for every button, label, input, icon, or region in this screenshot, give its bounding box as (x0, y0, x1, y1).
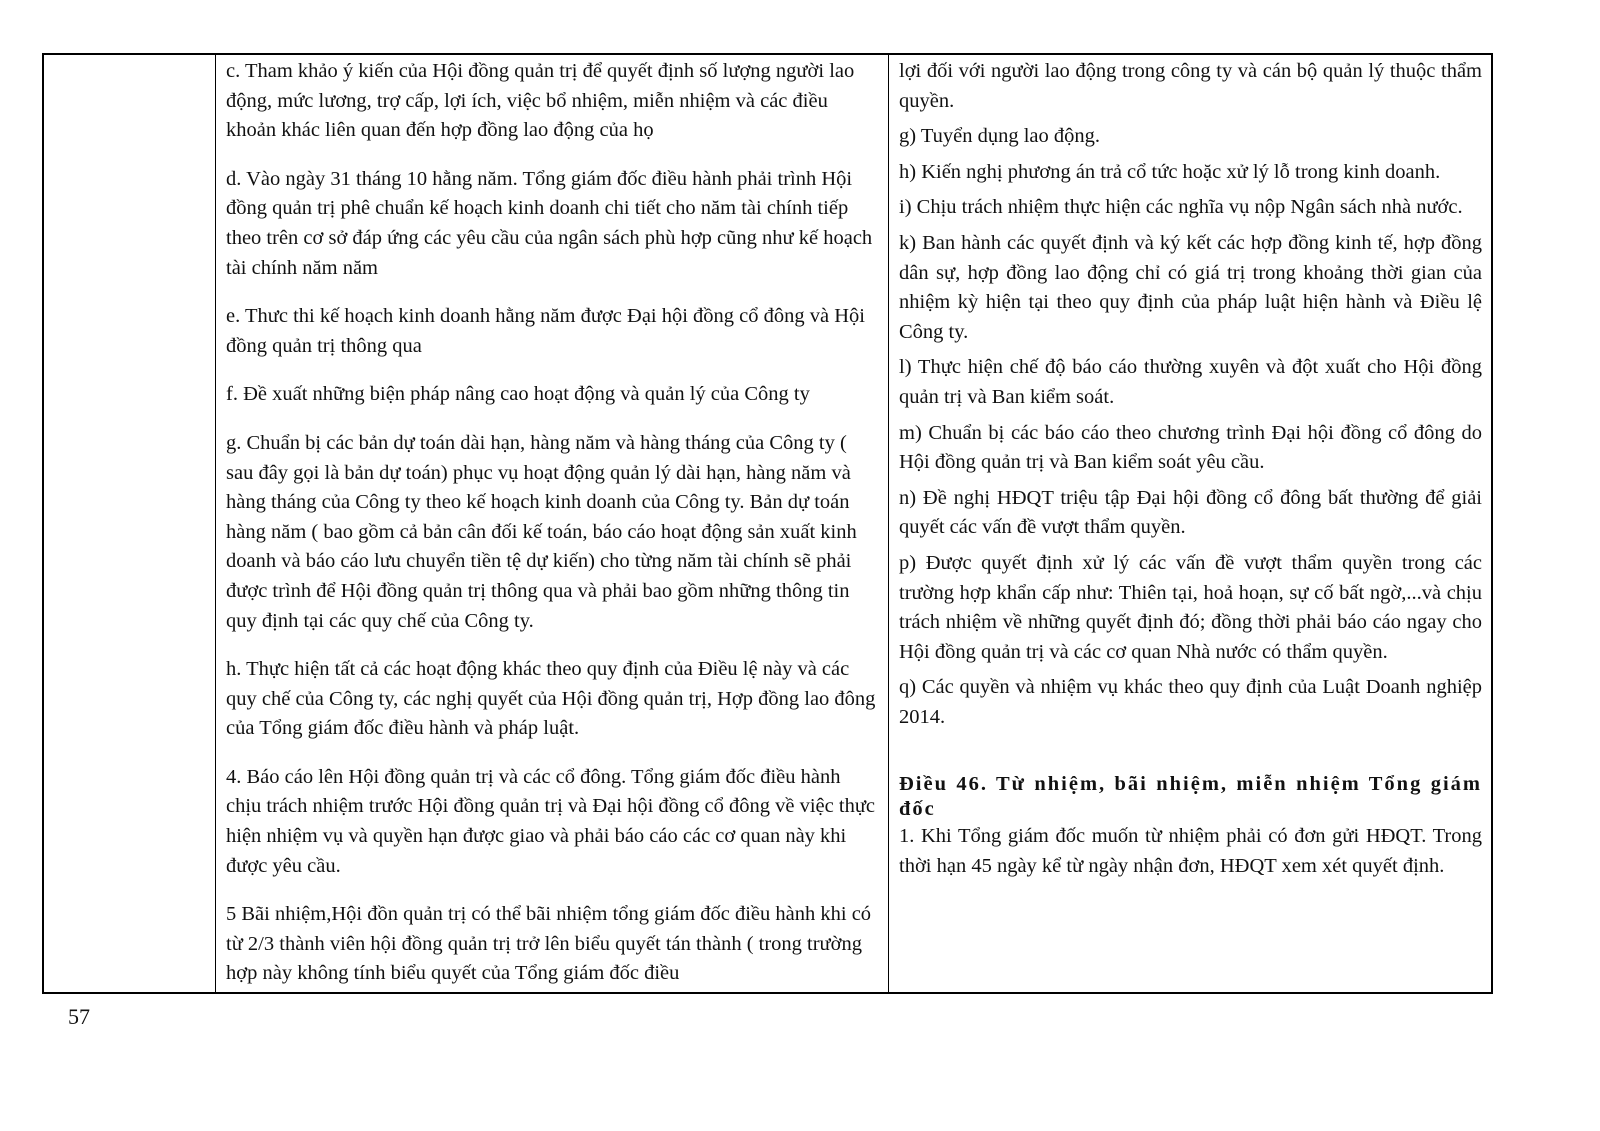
right-column (889, 55, 1491, 992)
item-n: n) Đề nghị HĐQT triệu tập Đại hội đồng cổ đông bất thường để giải quyết các vấn đề vượt thẩm quyền. (899, 486, 1482, 539)
left-empty-column (44, 55, 216, 992)
item-p: p) Được quyết định xử lý các vấn đề vượt thẩm quyền trong các trường hợp khẩn cấp như: Thiên tại, hoả hoạn, sự cố bất ngờ,...và chịu trách nhiệm về những quyết định đó; đồng thời phải báo cáo ngay cho Hội đồng quản trị và các cơ quan Nhà nước có thẩm quyền. (899, 551, 1482, 663)
middle-column (216, 55, 889, 992)
paragraph-d: d. Vào ngày 31 tháng 10 hằng năm. Tổng giám đốc điều hành phải trình Hội đồng quản trị phê chuẩn kế hoạch kinh doanh chi tiết cho năm tài chính tiếp theo trên cơ sở đáp ứng các yêu cầu của ngân sách phù hợp cũng như kế hoạch tài chính năm năm (226, 167, 873, 279)
item-l: l) Thực hiện chế độ báo cáo thường xuyên và đột xuất cho Hội đồng quản trị và Ban kiểm soát. (899, 356, 1482, 408)
item-i: i) Chịu trách nhiệm thực hiện các nghĩa vụ nộp Ngân sách nhà nước. (899, 196, 1463, 219)
item-h: h) Kiến nghị phương án trả cổ tức hoặc xử lý lỗ trong kinh doanh. (899, 160, 1441, 183)
item-m: m) Chuẩn bị các báo cáo theo chương trình Đại hội đồng cổ đông do Hội đồng quản trị và Ban kiểm soát yêu cầu. (899, 421, 1482, 474)
item-q: q) Các quyền và nhiệm vụ khác theo quy định của Luật Doanh nghiệp 2014. (899, 676, 1482, 728)
article-46-item-1: 1. Khi Tổng giám đốc muốn từ nhiệm phải có đơn gửi HĐQT. Trong thời hạn 45 ngày kể từ ngày nhận đơn, HĐQT xem xét quyết định. (899, 825, 1482, 878)
paragraph-f: f. Đề xuất những biện pháp nâng cao hoạt động và quản lý của Công ty (226, 383, 810, 406)
page-number: 57 (68, 1004, 90, 1029)
paragraph-g: g. Chuẩn bị các bản dự toán dài hạn, hàng năm và hàng tháng của Công ty ( sau đây gọi là bản dự toán) phục vụ hoạt động quản lý dài hạn, hàng năm và hàng tháng của Công ty theo kế hoạch kinh doanh của Công ty. Bản dự toán hàng năm ( bao gồm cả bản cân đối kế toán, báo cáo hoạt động sản xuất kinh doanh và báo cáo lưu chuyển tiền tệ dự kiến) cho từng năm tài chính sẽ phải được trình để Hội đồng quản trị thông qua và phải bao gồm những thông tin quy định tại các quy chế của Công ty. (226, 431, 857, 632)
article-46-heading: Điều 46. Từ nhiệm, bãi nhiệm, miễn nhiệm Tổng giám đốc (899, 773, 1482, 821)
item-continuation: lợi đối với người lao động trong công ty và cán bộ quản lý thuộc thẩm quyền. (899, 60, 1482, 112)
document-table (42, 53, 1493, 994)
paragraph-h: h. Thực hiện tất cả các hoạt động khác theo quy định của Điều lệ này và các quy chế của Công ty, các nghị quyết của Hội đồng quản trị, Hợp đồng lao đông của Tổng giám đốc điều hành và pháp luật. (226, 658, 876, 740)
item-k: k) Ban hành các quyết định và ký kết các hợp đồng kinh tế, hợp đồng dân sự, hợp đồng lao động chỉ có giá trị trong khoảng thời gian của nhiệm kỳ hiện tại theo quy định của pháp luật hiện hành và Điều lệ Công ty. (899, 231, 1482, 343)
paragraph-4: 4. Báo cáo lên Hội đồng quản trị và các cổ đông. Tổng giám đốc điều hành chịu trách nhiệm trước Hội đồng quản trị và Đại hội đồng cổ đông về việc thực hiện nhiệm vụ và quyền hạn được giao và phải báo cáo các cơ quan này khi được yêu cầu. (226, 765, 876, 877)
paragraph-5: 5 Bãi nhiệm,Hội đồn quản trị có thể bãi nhiệm tổng giám đốc điều hành khi có từ 2/3 thành viên hội đồng quản trị trở lên biểu quyết tán thành ( trong trường hợp này không tính biểu quyết của Tổng giám đốc điều (226, 903, 872, 985)
item-g: g) Tuyển dụng lao động. (899, 125, 1101, 148)
paragraph-e: e. Thưc thi kế hoạch kinh doanh hằng năm được Đại hội đồng cổ đông và Hội đồng quản trị thông qua (226, 305, 866, 357)
paragraph-c: c. Tham khảo ý kiến của Hội đồng quản trị để quyết định số lượng người lao động, mức lương, trợ cấp, lợi ích, việc bổ nhiệm, miễn nhiệm và các điều khoản khác liên quan đến hợp đồng lao động của họ (226, 60, 855, 142)
